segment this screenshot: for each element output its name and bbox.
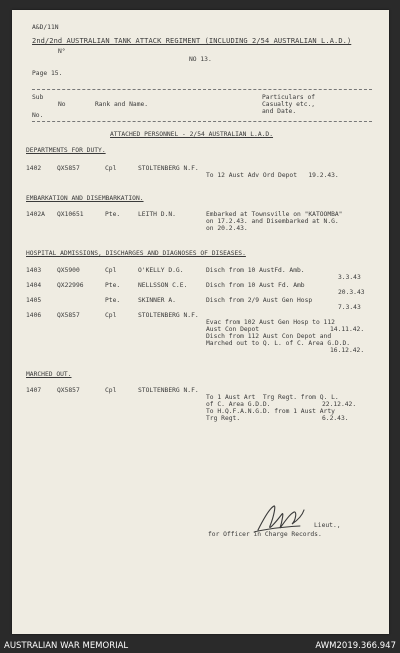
signature-role: for Officer in Charge Records. <box>208 531 322 538</box>
entry-sub: 1402 <box>26 165 42 172</box>
entry-rank: Cpl <box>105 387 117 394</box>
entry-particulars-2: Aust Con Depot <box>206 326 260 333</box>
entry-name: O'KELLY D.G. <box>138 267 184 274</box>
entry-rank: Pte. <box>105 297 121 304</box>
entry-date: 3.3.43 <box>338 274 361 281</box>
entry-particulars-3: To H.Q.F.A.N.G.D. from 1 Aust Arty <box>206 408 335 415</box>
entry-sub: 1405 <box>26 297 42 304</box>
document-title: 2nd/2nd AUSTRALIAN TANK ATTACK REGIMENT (INCLUDING 2/54 AUSTRALIAN L.A.D.) <box>32 37 352 45</box>
entry-rank: Pte. <box>105 211 121 218</box>
marched-out-heading: MARCHED OUT. <box>26 371 72 378</box>
entry-sub: 1402A <box>26 211 45 218</box>
entry-sub: 1407 <box>26 387 42 394</box>
entry-particulars-1: Evac from 102 Aust Gen Hosp to 112 <box>206 319 335 326</box>
entry-name: LEITH D.N. <box>138 211 176 218</box>
entry-number: QX5857 <box>57 312 80 319</box>
column-particulars-1: Particulars of <box>262 94 316 101</box>
entry-particulars: Disch from 2/9 Aust Gen Hosp <box>206 297 313 304</box>
entry-name: STOLTENBERG N.F. <box>138 312 199 319</box>
entry-particulars-1: Embarked at Townsville on "KATOOMBA" <box>206 211 343 218</box>
column-particulars-3: and Date. <box>262 108 297 115</box>
entry-particulars-3: on 20.2.43. <box>206 225 248 232</box>
accession-number: AWM2019.366.947 <box>315 641 396 651</box>
column-header-bottom-rule <box>32 121 372 122</box>
column-sub: Sub <box>32 94 44 101</box>
signature-rank: Lieut., <box>314 522 341 529</box>
entry-particulars: Disch from 10 AustFd. Amb. <box>206 267 305 274</box>
hospital-heading: HOSPITAL ADMISSIONS, DISCHARGES AND DIAGNOSES OF DISEASES. <box>26 250 246 257</box>
entry-number: QX10651 <box>57 211 84 218</box>
entry-number: QX5900 <box>57 267 80 274</box>
section-title: ATTACHED PERSONNEL - 2/54 AUSTRALIAN L.A.D. <box>110 131 274 138</box>
entry-particulars-2: on 17.2.43. and Disembarked at N.G. <box>206 218 339 225</box>
entry-date: 7.3.43 <box>338 304 361 311</box>
entry-number: QX22996 <box>57 282 84 289</box>
column-rank-name: Rank and Name. <box>95 101 149 108</box>
entry-sub: 1403 <box>26 267 42 274</box>
entry-rank: Cpl <box>105 165 117 172</box>
document-page <box>12 10 389 634</box>
roll-number: NO 13. <box>189 56 212 63</box>
page-number: Page 15. <box>32 70 63 77</box>
departments-heading: DEPARTMENTS FOR DUTY. <box>26 147 106 154</box>
entry-name: SKINNER A. <box>138 297 176 304</box>
entry-particulars-3: Disch from 112 Aust Con Depot and <box>206 333 332 340</box>
title-mark: N° <box>58 48 66 55</box>
column-no: No <box>58 101 66 108</box>
entry-rank: Cpl <box>105 312 117 319</box>
embarkation-heading: EMBARKATION AND DISEMBARKATION. <box>26 195 144 202</box>
entry-rank: Cpl <box>105 267 117 274</box>
column-header-top-rule <box>32 89 372 90</box>
entry-particulars: To 12 Aust Adv Ord Depot 19.2.43. <box>206 172 339 179</box>
entry-particulars: Disch from 10 Aust Fd. Amb <box>206 282 305 289</box>
entry-date: 16.12.42. <box>330 347 365 354</box>
archive-footer <box>0 639 400 653</box>
column-no-short: No. <box>32 112 44 119</box>
entry-name: STOLTENBERG N.F. <box>138 387 199 394</box>
entry-particulars-4: Trg Regt. <box>206 415 241 422</box>
entry-name: NELLSSON C.E. <box>138 282 188 289</box>
entry-sub: 1404 <box>26 282 42 289</box>
entry-date: 20.3.43 <box>338 289 365 296</box>
institution-name: AUSTRALIAN WAR MEMORIAL <box>4 641 129 651</box>
entry-rank: Pte. <box>105 282 121 289</box>
entry-particulars-1: To 1 Aust Art Trg Regt. from Q. L. <box>206 394 339 401</box>
entry-date: 22.12.42. <box>322 401 357 408</box>
entry-number: QX5857 <box>57 165 80 172</box>
entry-date: 6.2.43. <box>322 415 349 422</box>
column-particulars-2: Casualty etc., <box>262 101 316 108</box>
entry-particulars-4: Marched out to Q. L. of C. Area G.D.D. <box>206 340 351 347</box>
entry-date: 14.11.42. <box>330 326 365 333</box>
entry-number: QX5857 <box>57 387 80 394</box>
entry-name: STOLTENBERG N.F. <box>138 165 199 172</box>
entry-sub: 1406 <box>26 312 42 319</box>
file-reference: A&D/11N <box>32 24 59 31</box>
entry-particulars-2: of C. Area G.D.D. <box>206 401 271 408</box>
